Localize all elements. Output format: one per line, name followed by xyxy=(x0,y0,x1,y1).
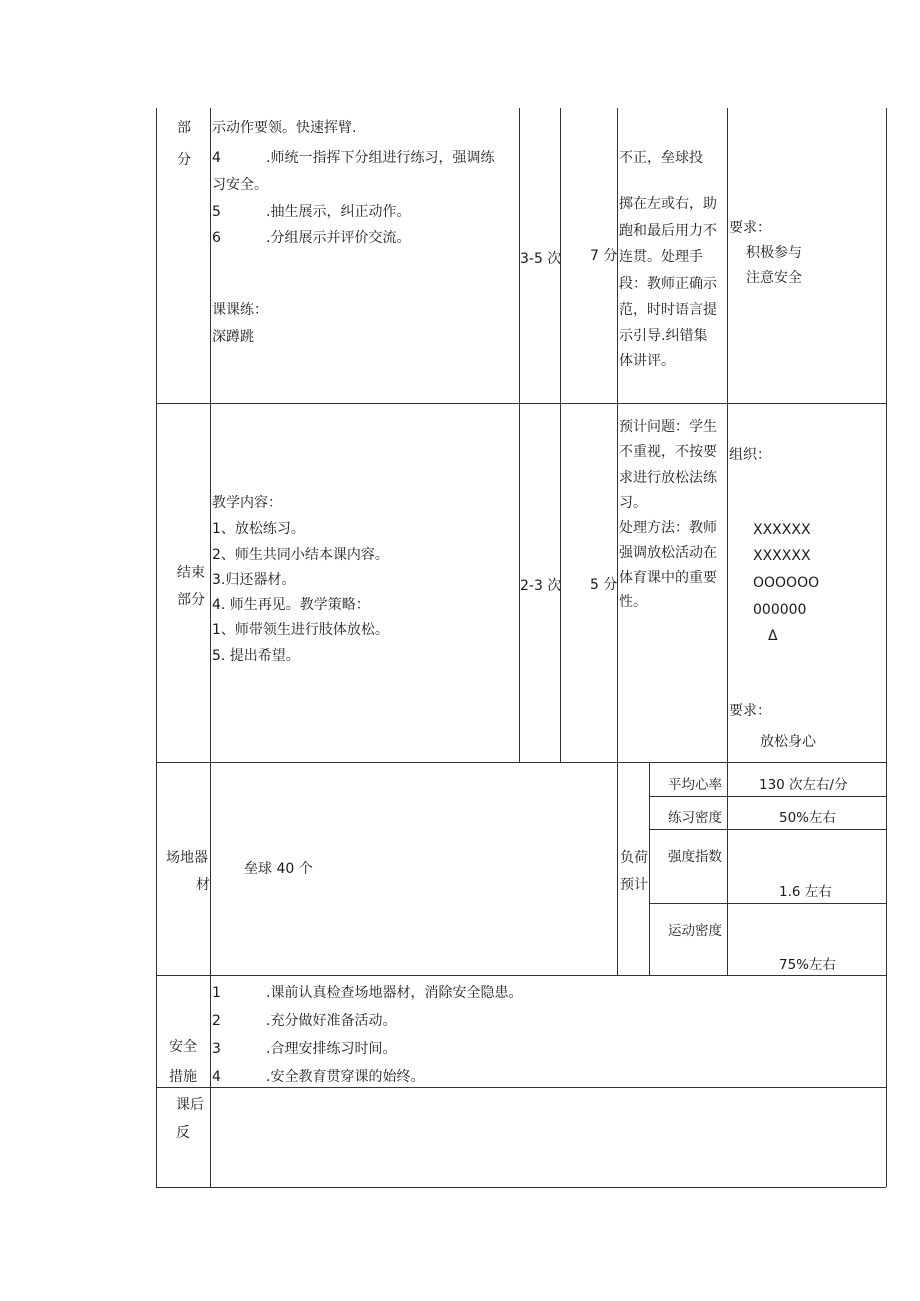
label-column-divider xyxy=(210,108,211,1187)
requirement-line: 注意安全 xyxy=(746,270,802,286)
load-metric-name: 练习密度 xyxy=(668,810,722,826)
formation-row: OOOOOO xyxy=(753,575,820,591)
problem-column-divider xyxy=(617,108,618,975)
repetition-count: 3-5 次 xyxy=(520,251,562,267)
item-number: 2 xyxy=(212,1013,221,1029)
practice-text: 深蹲跳 xyxy=(212,329,254,345)
teacher-position-mark: Δ xyxy=(768,628,778,644)
item-number: 5 xyxy=(212,204,221,220)
duration: 7 分 xyxy=(590,248,618,264)
load-metric-name: 强度指数 xyxy=(668,849,722,865)
item-text: .充分做好准备活动。 xyxy=(266,1013,397,1029)
organization-label: 组织： xyxy=(729,447,771,463)
time-column-divider xyxy=(560,108,561,762)
organization-column-divider xyxy=(727,108,728,975)
problem-line: 段：教师正确示 xyxy=(619,276,717,292)
load-metric-name: 运动密度 xyxy=(668,923,722,939)
problem-line: 不正，垒球投 xyxy=(619,150,703,166)
problem-line: 性。 xyxy=(619,594,647,610)
problem-line: 范，时时语言提 xyxy=(619,302,717,318)
requirement-line: 放松身心 xyxy=(760,734,816,750)
problem-line: 示引导.纠错集 xyxy=(619,328,708,344)
problem-line: 掷在左或右，助 xyxy=(619,196,717,212)
table-right-border xyxy=(886,108,887,1187)
requirement-line: 积极参与 xyxy=(746,245,802,261)
table-left-border xyxy=(156,108,157,1187)
load-metric-value: 50%左右 xyxy=(779,810,837,826)
count-column-divider xyxy=(519,108,520,762)
content-line: 5. 提出希望。 xyxy=(212,648,300,664)
load-metric-value: 130 次左右/分 xyxy=(759,777,848,793)
item-number: 4 xyxy=(212,1069,221,1085)
problem-line: 习。 xyxy=(619,495,647,511)
table-bottom-border xyxy=(156,1187,886,1188)
section-label: 部分 xyxy=(177,592,205,608)
load-row-divider-1 xyxy=(649,796,886,797)
problem-line: 预计问题：学生 xyxy=(619,419,717,435)
section-label: 课后 xyxy=(176,1097,204,1113)
item-text: .抽生展示，纠正动作。 xyxy=(266,204,411,220)
load-label-divider xyxy=(649,762,650,975)
content-line: 3.归还器材。 xyxy=(212,572,296,588)
section-label: 安全 xyxy=(169,1039,197,1055)
row-divider-ending xyxy=(156,762,886,763)
item-text: .合理安排练习时间。 xyxy=(266,1041,397,1057)
problem-line: 跑和最后用力不 xyxy=(619,223,717,239)
formation-row: XXXXXX xyxy=(753,548,811,564)
load-row-divider-3 xyxy=(649,903,886,904)
load-label: 预计 xyxy=(620,877,648,893)
formation-row: 000000 xyxy=(753,602,807,618)
item-number: 6 xyxy=(212,230,221,246)
load-metric-value: 1.6 左右 xyxy=(779,884,832,900)
row-divider-equipment xyxy=(156,975,886,976)
section-label: 材 xyxy=(196,877,210,893)
section-label: 结束 xyxy=(177,565,205,581)
row-divider-teaching xyxy=(156,403,886,404)
problem-line: 不重视，不按要 xyxy=(619,444,717,460)
section-label: 部 xyxy=(177,120,191,136)
content-line: 教学内容： xyxy=(212,495,282,511)
item-number: 1 xyxy=(212,985,221,1001)
item-text: .分组展示并评价交流。 xyxy=(266,230,411,246)
problem-line: 处理方法：教师 xyxy=(619,520,717,536)
content-line: 4. 师生再见。教学策略： xyxy=(212,597,370,613)
section-label: 反 xyxy=(176,1125,190,1141)
problem-line: 求进行放松法练 xyxy=(619,470,717,486)
content-line: 1、放松练习。 xyxy=(212,521,305,537)
problem-line: 连贯。处理手 xyxy=(619,249,703,265)
repetition-count: 2-3 次 xyxy=(520,578,562,594)
formation-row: XXXXXX xyxy=(753,522,811,538)
load-metric-value: 75%左右 xyxy=(779,957,837,973)
problem-line: 强调放松活动在 xyxy=(619,545,717,561)
content-line: 1、师带领生进行肢体放松。 xyxy=(212,622,389,638)
problem-line: 体育课中的重要 xyxy=(619,570,717,586)
section-label: 分 xyxy=(177,152,191,168)
item-number: 3 xyxy=(212,1041,221,1057)
item-number: 4 xyxy=(212,150,221,166)
practice-label: 课课练： xyxy=(212,302,268,318)
problem-line: 体讲评。 xyxy=(619,353,675,369)
content-line: 示动作要领。快速挥臂. xyxy=(212,120,357,136)
duration: 5 分 xyxy=(590,577,618,593)
row-divider-safety xyxy=(156,1087,886,1088)
requirement-label: 要求： xyxy=(729,220,771,236)
requirement-label: 要求： xyxy=(729,703,771,719)
section-label: 场地器 xyxy=(166,850,208,866)
content-line: 习安全。 xyxy=(212,177,268,193)
load-row-divider-2 xyxy=(649,829,886,830)
section-label: 措施 xyxy=(169,1069,197,1085)
content-line: 2、师生共同小结本课内容。 xyxy=(212,547,389,563)
load-label: 负荷 xyxy=(620,850,648,866)
item-text: .安全教育贯穿课的始终。 xyxy=(266,1069,425,1085)
item-text: .师统一指挥下分组进行练习，强调练 xyxy=(266,150,495,166)
load-metric-name: 平均心率 xyxy=(668,777,722,793)
item-text: .课前认真检查场地器材，消除安全隐患。 xyxy=(266,985,523,1001)
equipment-content: 垒球 40 个 xyxy=(244,861,313,877)
